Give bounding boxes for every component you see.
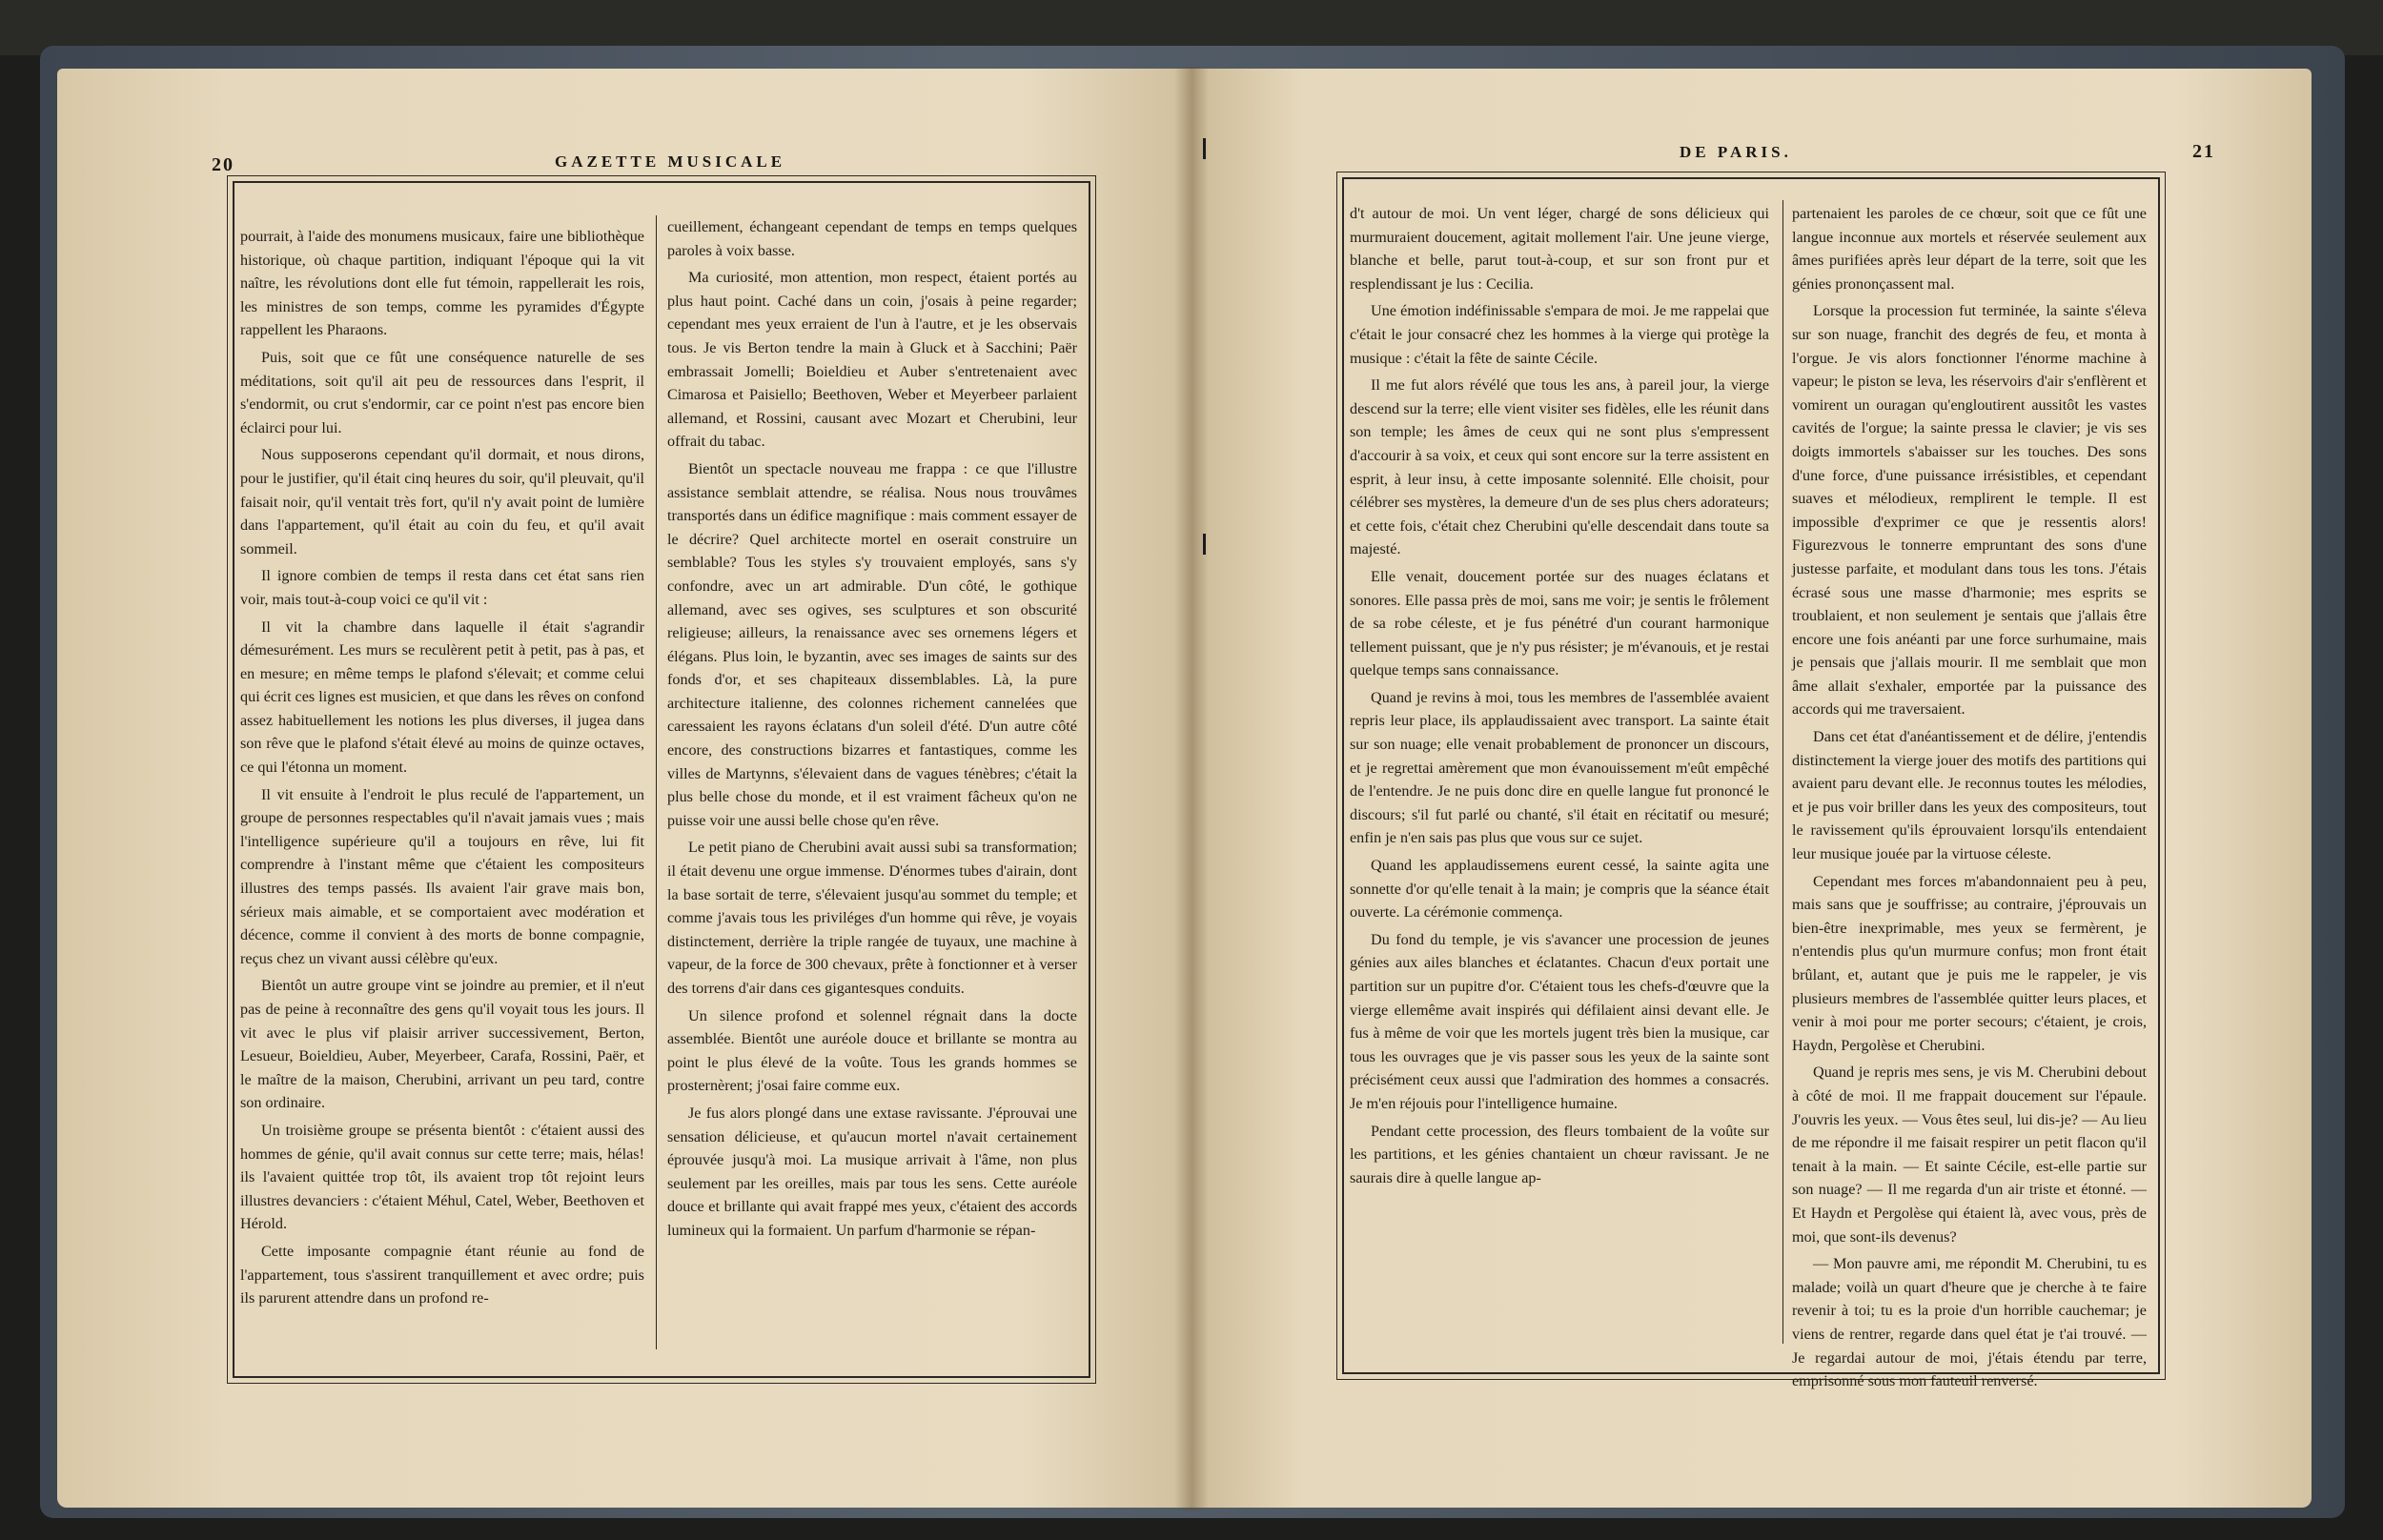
paragraph: Pendant cette procession, des fleurs tombaient de la voûte sur les partitions, et les génies chantaient un chœur ravissant. Je ne saurais dire à quelle langue ap- (1350, 1122, 1769, 1186)
left-page-column-2 (667, 215, 1077, 1246)
paragraph: Nous supposerons cependant qu'il dormait, et nous dirons, pour le justifier, qu'il était cinq heures du soir, qu'il pleuvait, qu'il faisait noir, qu'il ventait très fort, qu'il n'y avait point de lumière dans l'appartement, qu'il était au coin du feu, et qu'il avait sommeil. (240, 446, 644, 557)
paragraph: cueillement, échangeant cependant de temps en temps quelques paroles à voix basse. (667, 218, 1077, 259)
paragraph: Quand je repris mes sens, je vis M. Cherubini debout à côté de moi. Il me frappait doucement sur l'épaule. J'ouvris les yeux. — Vous êtes seul, lui dis-je? — Au lieu de me répondre il me faisait respirer un petit flacon qu'il tenait à la main. — Et sainte Cécile, est-elle partie sur son nuage? — Il me regarda d'un air triste et étonné. — Et Haydn et Pergolèse qui étaient là, avec vous, près de moi, que sont-ils devenus? (1792, 1064, 2147, 1246)
right-page-number: 21 (2192, 141, 2215, 162)
paragraph: Il me fut alors révélé que tous les ans, à pareil jour, la vierge descend sur la terre; elle vient visiter ses fidèles, elle les réunit dans son temple; les âmes de ceux qui ne sont plus s'empressent d'accourir à sa voix, et ceux qui sont encore sur la terre assistent en esprit, à leur insu, à cette imposante solennité. Elle choisit, pour célébrer ses mystères, la demeure d'un de ses plus chers adorateurs; et cette fois, c'était chez Cherubini qu'elle descendait dans toute sa majesté. (1350, 376, 1769, 558)
paragraph: Quand les applaudissemens eurent cessé, la sainte agita une sonnette d'or qu'elle tenait à la main; je compris que la séance était ouverte. La cérémonie commença. (1350, 857, 1769, 922)
paragraph: Cette imposante compagnie étant réunie au fond de l'appartement, tous s'assirent tranquillement et avec ordre; puis ils parurent attendre dans un profond re- (240, 1242, 644, 1307)
paragraph: Je fus alors plongé dans une extase ravissante. J'éprouvai une sensation délicieuse, et qu'aucun mortel n'avait certainement éprouvée jusqu'à moi. La musique arrivait à l'âme, non plus seulement par les oreilles, mais par tous les sens. Cette auréole douce et brillante qui avait frappé mes yeux, c'étaient des accords lumineux qui la formaient. Un parfum d'harmonie se répan- (667, 1104, 1077, 1239)
page-tab-marker (1203, 534, 1206, 555)
paragraph: Du fond du temple, je vis s'avancer une procession de jeunes génies aux ailes blanches et éclatantes. Chacun d'eux portait une partition sur un pupitre d'or. C'étaient tous les chefs-d'œuvre que la vierge ellemême avait inspirés qui défilaient ainsi devant elle. Je fus à même de voir que les mortels jugent très bien la musique, car tous les ouvrages que je vis passer sous les yeux de la sainte sont précisément ceux aussi que l'admiration des hommes a consacrés. Je m'en réjouis pour l'intelligence humaine. (1350, 930, 1769, 1112)
paragraph: partenaient les paroles de ce chœur, soit que ce fût une langue inconnue aux mortels et réservée seulement aux âmes purifiées après leur départ de la terre, soit que les génies prononçassent mal. (1792, 205, 2147, 293)
paragraph: Elle venait, doucement portée sur des nuages éclatans et sonores. Elle passa près de moi, sans me voir; je sentis le frôlement de sa robe céleste, et je fus pénétré d'un courant harmonique tellement puissant, que je n'y pus résister; je m'évanouis, et je restai quelque temps sans connaissance. (1350, 567, 1769, 679)
paragraph: pourrait, à l'aide des monumens musicaux, faire une bibliothèque historique, où chaque partition, indiquant l'époque qui la vit naître, les révolutions dont elle fut témoin, rappellerait les rois, les ministres de son temps, comme les pyramides d'Égypte rappellent les Pharaons. (240, 228, 644, 339)
paragraph: Cependant mes forces m'abandonnaient peu à peu, mais sans que je souffrisse; au contraire, j'éprouvais un bien-être inexprimable, mes yeux se fermèrent, je n'entendis plus qu'un murmure confus; mon front était brûlant, et, autant que je puis me le rappeler, je vis plusieurs membres de l'assemblée quitter leurs places, et venir à moi pour me porter secours; c'étaient, je crois, Haydn, Pergolèse et Cherubini. (1792, 872, 2147, 1054)
right-page-column-2 (1792, 202, 2147, 1397)
paragraph: Une émotion indéfinissable s'empara de moi. Je me rappelai que c'était le jour consacré chez les hommes à la vierge qui protège la musique : c'était la fête de sainte Cécile. (1350, 302, 1769, 367)
book-gutter (1174, 67, 1209, 1510)
right-page-column-1 (1350, 202, 1769, 1193)
paragraph: Bientôt un spectacle nouveau me frappa : ce que l'illustre assistance semblait attendre, se réalisa. Nous nous trouvâmes transportés dans un édifice magnifique : mais comment essayer de le décrire? Quel architecte mortel en oserait construire un semblable? Tous les styles s'y trouvaient employés, sans s'y confondre, avec un art admirable. D'un côté, le gothique allemand, avec ses ogives, ses sculptures et son obscurité religieuse; ailleurs, la renaissance avec ses ornemens légers et élégans. Plus loin, le byzantin, avec ses images de saints sur des fonds d'or, et ses chapiteaux dissemblables. Là, la pure architecture italienne, des colonnes richement cannelées que caressaient les rayons éclatans d'un soleil d'été. D'un autre côté encore, des constructions bizarres et fantastiques, comme les villes de Martynns, s'élevaient dans de vagues ténèbres; c'était la plus belle chose du monde, et il est vraiment fâcheux qu'on ne puisse voir une aussi belle chose qu'en rêve. (667, 459, 1077, 829)
left-running-head: GAZETTE MUSICALE (555, 152, 786, 171)
right-column-rule (1782, 200, 1783, 1344)
paragraph: d't autour de moi. Un vent léger, chargé de sons délicieux qui murmuraient doucement, agitait mollement l'air. Une jeune vierge, blanche et belle, parut tout-à-coup, et sur son front pur et resplendissant je lus : Cecilia. (1350, 205, 1769, 293)
paragraph: Bientôt un autre groupe vint se joindre au premier, et il n'eut pas de peine à reconnaître des gens qu'il voyait tous les jours. Il vit avec le plus vif plaisir arriver successivement, Berton, Lesueur, Boieldieu, Auber, Meyerbeer, Carafa, Rossini, Paër, et le maître de la maison, Cherubini, arrivant un peu tard, contre son ordinaire. (240, 977, 644, 1112)
left-column-rule (656, 215, 657, 1349)
left-page-column-1 (240, 225, 644, 1314)
paragraph: Il ignore combien de temps il resta dans cet état sans rien voir, mais tout-à-coup voici ce qu'il vit : (240, 567, 644, 608)
paragraph: — Mon pauvre ami, me répondit M. Cherubini, tu es malade; voilà un quart d'heure que je cherche à te faire revenir à toi; tu es la proie d'un horrible cauchemar; je viens de rentrer, regarde dans quel état je t'ai trouvé. — Je regardai autour de moi, j'étais étendu par terre, emprisonné sous mon fauteuil renversé. (1792, 1255, 2147, 1390)
paragraph: Il vit la chambre dans laquelle il était s'agrandir démesurément. Les murs se reculèrent petit à petit, pas à pas, et en mesure; en même temps le plafond s'élevait; et comme celui qui écrit ces lignes est musicien, et que dans les rêves on confond assez habituellement les notions les plus diverses, il jugea dans son rêve que le plafond s'était élevé au moins de quinze octaves, ce qui l'étonna un moment. (240, 618, 644, 777)
paragraph: Un troisième groupe se présenta bientôt : c'étaient aussi des hommes de génie, qu'il avait connus sur cette terre; mais, hélas! ils l'avaient quittée trop tôt, ils avaient trop tôt rejoint leurs illustres devanciers : c'étaient Méhul, Catel, Weber, Beethoven et Hérold. (240, 1121, 644, 1233)
right-running-head: DE PARIS. (1680, 143, 1792, 161)
paragraph: Le petit piano de Cherubini avait aussi subi sa transformation; il était devenu une orgue immense. D'énormes tubes d'airain, dont la base sortait de terre, s'élevaient jusqu'au sommet du temple; et comme j'avais tous les priviléges d'un homme qui rêve, je voyais distinctement, derrière la triple rangée de tuyaux, une machine à vapeur, de la force de 300 chevaux, prête à fonctionner et à verser des torrens d'air dans ces gigantesques conduits. (667, 839, 1077, 997)
paragraph: Puis, soit que ce fût une conséquence naturelle de ses méditations, soit qu'il ait peu de ressources dans l'esprit, il s'endormit, ou crut s'endormir, car ce point n'est pas encore bien éclairci pour lui. (240, 348, 644, 436)
paragraph: Ma curiosité, mon attention, mon respect, étaient portés au plus haut point. Caché dans un coin, j'osais à peine regarder; cependant mes yeux erraient de l'un à l'autre, et je les observais tous. Je vis Berton tendre la main à Gluck et à Sacchini; Paër embrassait Jomelli; Boieldieu et Auber s'entretenaient avec Cimarosa et Paisiello; Beethoven, Weber et Meyerbeer parlaient allemand, et Rossini, causant avec Mozart et Cherubini, leur offrait du tabac. (667, 269, 1077, 451)
paragraph: Il vit ensuite à l'endroit le plus reculé de l'appartement, un groupe de personnes respectables qu'il n'avait jamais vues ; mais l'intelligence supérieure qu'il a toujours en rêve, lui fit comprendre à l'instant même que c'étaient les compositeurs illustres des temps passés. Ils avaient l'air grave mais bon, sérieux mais aimable, et se comportaient avec modération et décence, comme il convient à des morts de bonne compagnie, reçus chez un vivant aussi célèbre qu'eux. (240, 785, 644, 967)
paragraph: Quand je revins à moi, tous les membres de l'assemblée avaient repris leur place, ils applaudissaient avec transport. La sainte était sur son nuage; elle venait probablement de prononcer un discours, et je regrettai amèrement que mon évanouissement m'eût empêché de l'entendre. Je ne puis donc dire en quelle langue fut prononcé le discours; s'il fut parlé ou chanté, s'il était en récitatif ou mesuré; enfin je n'en sais pas plus que vous sur ce sujet. (1350, 688, 1769, 847)
paragraph: Lorsque la procession fut terminée, la sainte s'éleva sur son nuage, franchit des degrés de feu, et monta à l'orgue. Je vis alors fonctionner l'énorme machine à vapeur; le piston se leva, les réservoirs d'air s'enflèrent et vomirent un ouragan qu'engloutirent aussitôt les vastes cavités de l'orgue; la sainte pressa le clavier; je vis ses doigts immortels s'abaisser sur les touches. Des sons d'une force, d'une puissance irrésistibles, et cependant suaves et mélodieux, remplirent le temple. Il est impossible d'exprimer ce que je ressentis alors! Figurezvous le tonnerre empruntant des sons d'une justesse parfaite, et modulant dans tous les tons. J'étais écrasé sous une masse d'harmonie; mes esprits se troublaient, et non seulement je sentais que j'allais être encore une fois anéanti par une force surhumaine, mais je pensais que j'allais mourir. Il me semblait que mon âme allait s'exhaler, emportée par la puissance des accords qui me traversaient. (1792, 302, 2147, 719)
left-page-number: 20 (212, 154, 234, 175)
paragraph: Un silence profond et solennel régnait dans la docte assemblée. Bientôt une auréole douce et brillante se montra au point le plus élevé de la voûte. Tous les grands hommes se prosternèrent; j'osai faire comme eux. (667, 1006, 1077, 1095)
page-tab-marker (1203, 138, 1206, 159)
paragraph: Dans cet état d'anéantissement et de délire, j'entendis distinctement la vierge jouer des motifs des partitions qui avaient paru devant elle. Je reconnus toutes les mélodies, et je pus voir briller dans les yeux des compositeurs, tout le ravissement qu'ils éprouvaient lorsqu'ils entendaient leur musique jouée par la virtuose céleste. (1792, 728, 2147, 863)
